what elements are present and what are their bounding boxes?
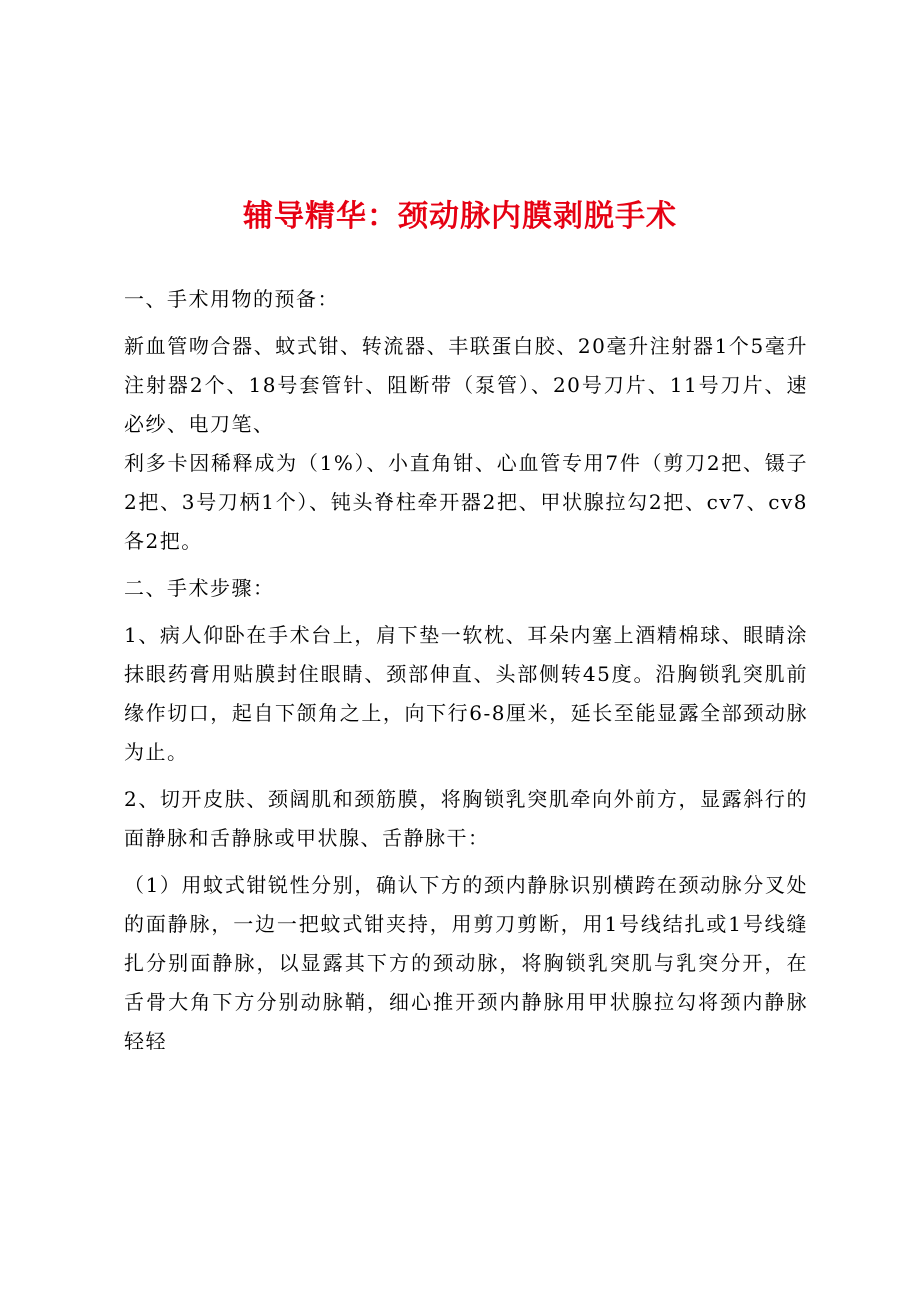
step-2-paragraph: 2、切开皮肤、颈阔肌和颈筋膜，将胸锁乳突肌牵向外前方，显露斜行的面静脉和舌静脉或甲状腺、舌静脉干： xyxy=(124,787,808,850)
section-heading-steps: 二、手术步骤： xyxy=(124,576,275,600)
step-1-paragraph: 1、病人仰卧在手术台上，肩下垫一软枕、耳朵内塞上酒精棉球、眼睛涂抹眼药膏用贴膜封住眼睛、颈部伸直、头部侧转45度。沿胸锁乳突肌前缘作切口，起自下颌角之上，向下行6-8厘米，延长至能显露全部颈动脉为止。 xyxy=(124,623,808,764)
document-body xyxy=(124,280,808,1069)
step-2-sub-1-paragraph: （1）用蚊式钳锐性分别，确认下方的颈内静脉识别横跨在颈动脉分叉处的面静脉，一边一把蚊式钳夹持，用剪刀剪断，用1号线结扎或1号线缝扎分别面静脉，以显露其下方的颈动脉，将胸锁乳突肌与乳突分开，在舌骨大角下方分别动脉鞘，细心推开颈内静脉用甲状腺拉勾将颈内静脉轻轻 xyxy=(124,873,808,1053)
supplies-paragraph-1: 新血管吻合器、蚊式钳、转流器、丰联蛋白胶、20毫升注射器1个5毫升注射器2个、18号套管针、阻断带（泵管）、20号刀片、11号刀片、速必纱、电刀笔、 xyxy=(124,334,808,436)
document-title: 辅导精华：颈动脉内膜剥脱手术 xyxy=(243,199,677,234)
supplies-paragraph-2: 利多卡因稀释成为（1%）、小直角钳、心血管专用7件（剪刀2把、镊子2把、3号刀柄1个）、钝头脊柱牵开器2把、甲状腺拉勾2把、cv7、cv8各2把。 xyxy=(124,451,808,553)
section-heading-supplies: 一、手术用物的预备： xyxy=(124,287,339,311)
